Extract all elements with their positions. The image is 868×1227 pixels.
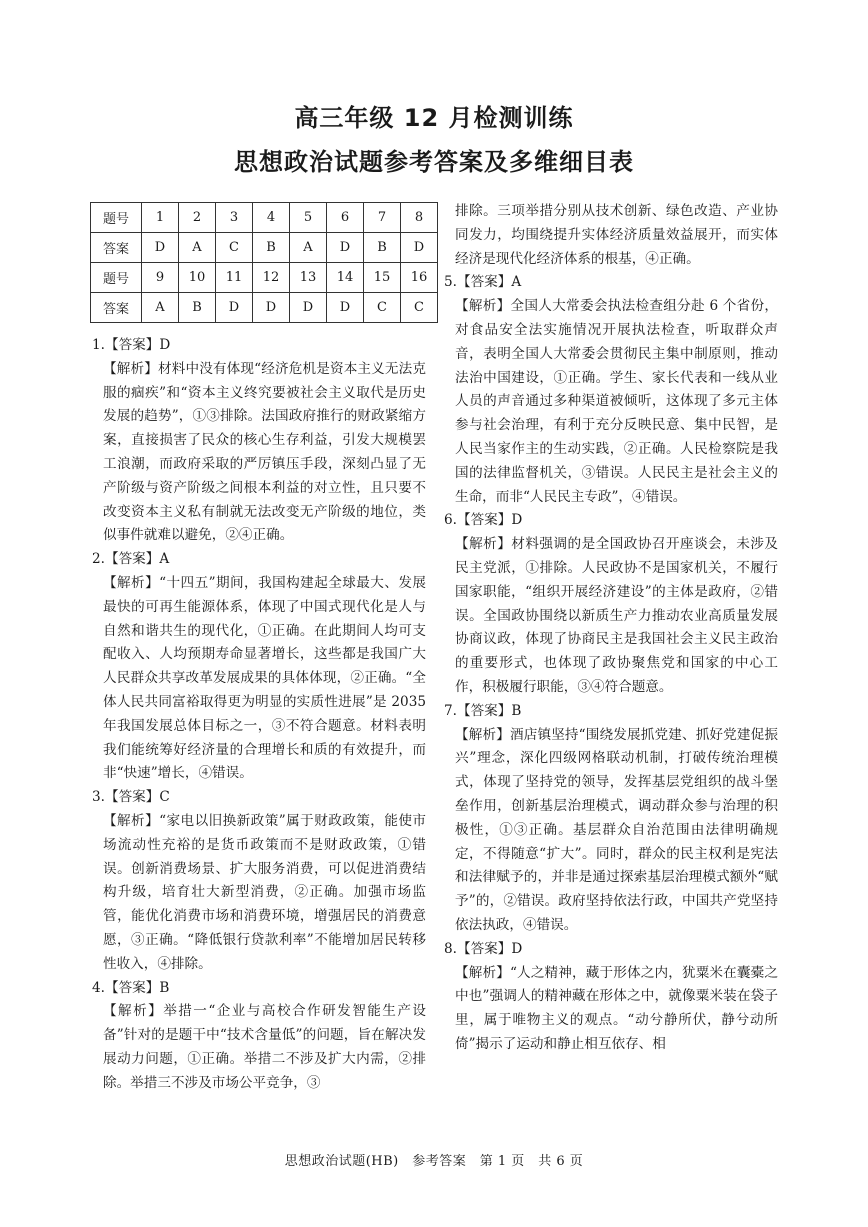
table-cell: A bbox=[290, 233, 327, 263]
table-cell: B bbox=[179, 293, 216, 323]
answer-item-5 bbox=[442, 271, 778, 509]
right-column bbox=[442, 200, 778, 1057]
table-cell: D bbox=[327, 293, 364, 323]
page-title-line2: 思想政治试题参考答案及多维细目表 bbox=[234, 148, 634, 176]
table-cell: 8 bbox=[401, 203, 438, 233]
table-cell: 15 bbox=[364, 263, 401, 293]
table-cell: 4 bbox=[253, 203, 290, 233]
answer-item-1 bbox=[90, 334, 426, 548]
table-header-cell: 答案 bbox=[91, 293, 142, 323]
table-header-cell: 题号 bbox=[91, 203, 142, 233]
table-cell: 1 bbox=[142, 203, 179, 233]
answer-heading: 7.【答案】B bbox=[444, 702, 522, 719]
table-cell: 6 bbox=[327, 203, 364, 233]
table-cell: 9 bbox=[142, 263, 179, 293]
table-cell: C bbox=[364, 293, 401, 323]
table-cell: 12 bbox=[253, 263, 290, 293]
answer-heading: 2.【答案】A bbox=[92, 551, 170, 568]
table-cell: 7 bbox=[364, 203, 401, 233]
answer-item-7 bbox=[442, 700, 778, 938]
table-row bbox=[91, 293, 438, 323]
table-cell: 10 bbox=[179, 263, 216, 293]
table-cell: 2 bbox=[179, 203, 216, 233]
table-cell: 16 bbox=[401, 263, 438, 293]
table-cell: 5 bbox=[290, 203, 327, 233]
table-cell: A bbox=[142, 293, 179, 323]
answer-item-8 bbox=[442, 938, 778, 1057]
table-cell: D bbox=[401, 233, 438, 263]
analysis-text: 【解析】举措一“企业与高校合作研发智能生产设备”针对的是题干中“技术含量低”的问题，旨在解决发展动力问题，①正确。举措二不涉及扩大内需，②排除。举措三不涉及市场公平竞争，③ bbox=[103, 1003, 426, 1091]
answer-heading: 5.【答案】A bbox=[444, 274, 522, 291]
table-cell: D bbox=[142, 233, 179, 263]
analysis-text: 【解析】酒店镇坚持“围绕发展抓党建、抓好党建促振兴”理念，深化四级网格联动机制，打破传统治理模式，体现了坚持党的领导，发挥基层党组织的战斗堡垒作用，创新基层治理模式，调动群众参与治理的积极性，①③正确。基层群众自治范围由法律明确规定，不得随意“扩大”。同时，群众的民主权利是宪法和法律赋予的，并非是通过探索基层治理模式额外“赋予”的，②错误。政府坚持依法行政，中国共产党坚持依法执政，④错误。 bbox=[455, 726, 778, 933]
analysis-text: 【解析】全国人大常委会执法检查组分赴 6 个省份，对食品安全法实施情况开展执法检查，听取群众声音，表明全国人大常委会贯彻民主集中制原则，推动法治中国建设，①正确。学生、家长代表和一线从业人员的声音通过多种渠道被倾听，这体现了多元主体参与社会治理，有利于充分反映民意、集中民智，是人民当家作主的生动实践，②正确。人民检察院是我国的法律监督机关，③错误。人民民主是社会主义的生命，而非“人民民主专政”，④错误。 bbox=[455, 298, 778, 505]
page-title-line1: 高三年级 12 月检测训练 bbox=[294, 104, 574, 132]
table-header-cell: 答案 bbox=[91, 233, 142, 263]
answer-item-2 bbox=[90, 548, 426, 786]
table-cell: 3 bbox=[216, 203, 253, 233]
table-cell: C bbox=[216, 233, 253, 263]
answer-heading: 1.【答案】D bbox=[92, 337, 171, 353]
table-cell: B bbox=[253, 233, 290, 263]
table-cell: D bbox=[327, 233, 364, 263]
table-cell: D bbox=[216, 293, 253, 323]
table-cell: D bbox=[253, 293, 290, 323]
table-cell: 13 bbox=[290, 263, 327, 293]
table-cell: A bbox=[179, 233, 216, 263]
table-cell: B bbox=[364, 233, 401, 263]
answer-heading: 8.【答案】D bbox=[444, 940, 523, 957]
answer-heading: 3.【答案】C bbox=[92, 789, 170, 806]
analysis-text: 排除。三项举措分别从技术创新、绿色改造、产业协同发力，均围绕提升实体经济质量效益展开，而实体经济是现代化经济体系的根基，④正确。 bbox=[455, 203, 778, 267]
analysis-text: 【解析】“人之精神，藏于形体之内，犹粟米在囊橐之中也”强调人的精神藏在形体之中，就像粟米装在袋子里，属于唯物主义的观点。“动兮静所伏，静兮动所倚”揭示了运动和静止相互依存、相 bbox=[455, 964, 778, 1052]
analysis-text: 【解析】“十四五”期间，我国构建起全球最大、发展最快的可再生能源体系，体现了中国式现代化是人与自然和谐共生的现代化，①正确。在此期间人均可支配收入、人均预期寿命显著增长，这些都是我国广大人民群众共享改革发展成果的具体体现，②正确。“全体人民共同富裕取得更为明显的实质性进展”是 2035 年我国发展总体目标之一，③不符合题意。材料表明我们能统筹好经济量的合理增长和质的有效提升，而非“快速”增长，④错误。 bbox=[103, 574, 426, 782]
table-row bbox=[91, 233, 438, 263]
answer-item-3 bbox=[90, 786, 426, 976]
answer-table bbox=[90, 202, 438, 323]
analysis-text: 【解析】材料强调的是全国政协召开座谈会，未涉及民主党派，①排除。人民政协不是国家机关，不履行国家职能，“组织开展经济建设”的主体是政府，②错误。全国政协围绕以新质生产力推动农业高质量发展协商议政，体现了协商民主是我国社会主义民主政治的重要形式，也体现了政协聚焦党和国家的中心工作，积极履行职能，③④符合题意。 bbox=[455, 536, 778, 695]
answer-item-6 bbox=[442, 509, 778, 699]
table-row bbox=[91, 263, 438, 293]
table-row bbox=[91, 203, 438, 233]
table-cell: D bbox=[290, 293, 327, 323]
answer-item-4 bbox=[90, 977, 426, 1096]
answer-heading: 4.【答案】B bbox=[92, 979, 170, 996]
page-footer: 思想政治试题(HB) 参考答案 第 1 页 共 6 页 bbox=[284, 1154, 584, 1169]
table-cell: 14 bbox=[327, 263, 364, 293]
table-cell: 11 bbox=[216, 263, 253, 293]
answer-heading: 6.【答案】D bbox=[444, 512, 523, 529]
analysis-text: 【解析】“家电以旧换新政策”属于财政政策，能使市场流动性充裕的是货币政策而不是财政政策，①错误。创新消费场景、扩大服务消费，可以促进消费结构升级，培育壮大新型消费，②正确。加强市场监管，能优化消费市场和消费环境，增强居民的消费意愿，③正确。“降低银行贷款利率”不能增加居民转移性收入，④排除。 bbox=[103, 812, 426, 972]
analysis-text: 【解析】材料中没有体现“经济危机是资本主义无法克服的痼疾”和“资本主义终究要被社会主义取代是历史发展的趋势”，①③排除。法国政府推行的财政紧缩方案，直接损害了民众的核心生存利益，引发大规模罢工浪潮，而政府采取的严厉镇压手段，深刻凸显了无产阶级与资产阶级之间根本利益的对立性，且只要不改变资本主义私有制就无法改变无产阶级的地位，类似事件就难以避免，②④正确。 bbox=[103, 360, 426, 544]
left-column bbox=[90, 334, 426, 1096]
table-header-cell: 题号 bbox=[91, 263, 142, 293]
answer-item-4-continued bbox=[442, 200, 778, 271]
table-cell: C bbox=[401, 293, 438, 323]
